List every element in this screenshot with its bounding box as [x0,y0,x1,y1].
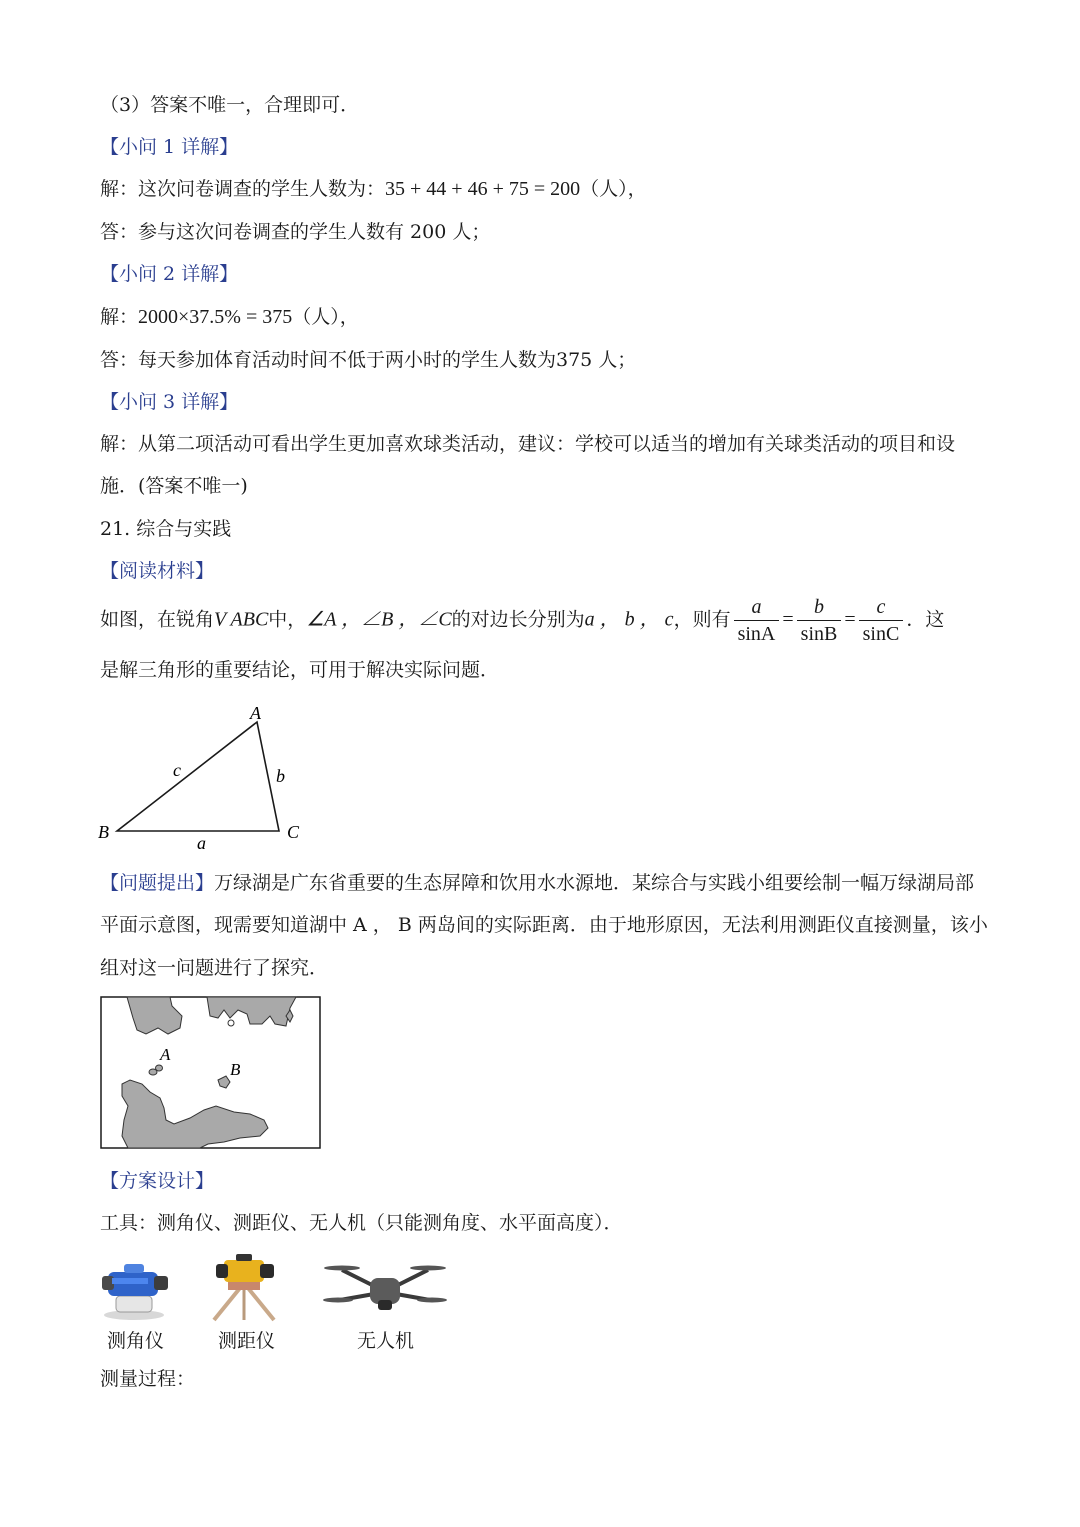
map-label-a: A [160,1045,171,1064]
line-law-conclusion: 是解三角形的重要结论，可用于解决实际问题． [100,659,500,681]
line-q2-solution [100,304,359,330]
denominator: sinA [737,623,776,645]
equals-sign: = [782,608,794,631]
fraction-a [734,594,780,647]
denominator: sinC [862,623,900,645]
angles: ∠A ，∠B ，∠C [306,608,452,631]
heading-q2: 【小问 2 详解】 [100,263,239,285]
text: 解： [100,306,139,328]
text: ，则有 [673,608,731,631]
text: （人）， [292,306,359,328]
heading-design: 【方案设计】 [100,1170,215,1192]
drone-icon [322,1256,448,1320]
problem-title: 21. 综合与实践 [100,518,232,540]
label-side-a: a [197,833,206,853]
line-problem-cont2: 组对这一问题进行了探究． [100,957,329,979]
line-problem-cont1: 平面示意图，现需要知道湖中 A ， B 两岛间的实际距离．由于地形原因，无法利用测距仪直接测量，该小 [100,914,988,936]
line-q2-answer: 答：每天参加体育活动时间不低于两小时的学生人数为375 人； [100,349,637,371]
equals-sign: = [844,608,856,631]
line-q3-solution: 解：从第二项活动可看出学生更加喜欢球类活动，建议：学校可以适当的增加有关球类活动的项目和设 [100,433,956,455]
numerator: c [859,594,904,621]
line-tools: 工具：测角仪、测距仪、无人机（只能测角度、水平面高度）． [100,1212,623,1234]
tool-label-theodolite: 测角仪 [107,1330,165,1352]
label-vertex-a: A [250,703,261,723]
denominator: sinB [800,623,838,645]
text: （人）， [580,178,647,200]
triangle-abc [117,722,279,831]
text: 万绿湖是广东省重要的生态屏障和饮用水水源地．某综合与实践小组要绘制一幅万绿湖局部 [214,872,975,894]
line-q1-answer: 答：参与这次问卷调查的学生人数有 200 人； [100,221,491,243]
triangle-diagram [95,700,320,855]
heading-reading: 【阅读材料】 [100,560,215,582]
triangle-symbol: V ABC [214,608,269,631]
heading-q3: 【小问 3 详解】 [100,391,239,413]
map-label-b: B [230,1060,241,1079]
text: ．这 [906,608,945,631]
tool-label-drone: 无人机 [357,1330,415,1352]
label-vertex-c: C [287,822,300,842]
label-side-c: c [173,760,181,780]
text: 中， [268,608,307,631]
sides: a ， b ， c [584,608,674,631]
heading-problem: 【问题提出】 [100,872,215,894]
rangefinder-icon [210,1252,280,1322]
math-expression: 35 + 44 + 46 + 75 = 200 [385,178,581,200]
math-expression: 2000×37.5% = 375 [138,306,293,328]
islet [228,1020,234,1026]
tool-label-rangefinder: 测距仪 [218,1330,276,1352]
line-problem-intro [100,870,974,896]
heading-q1: 【小问 1 详解】 [100,136,239,158]
text: 的对边长分别为 [451,608,585,631]
fraction-c [859,594,904,647]
line-q1-solution [100,176,647,202]
line-answer-note: （3）答案不唯一，合理即可． [100,94,360,116]
label-vertex-b: B [98,822,109,842]
line-law-of-sines [100,594,944,647]
text: 解：这次问卷调查的学生人数为： [100,178,386,200]
theodolite-icon [98,1258,172,1322]
numerator: a [734,594,780,621]
lake-map [100,996,322,1150]
island-a-2 [156,1065,163,1071]
text: 如图，在锐角 [100,608,215,631]
line-q3-solution-cont: 施．(答案不唯一) [100,475,248,497]
line-measure-process: 测量过程： [100,1368,196,1390]
label-side-b: b [276,766,285,786]
fraction-b [797,594,842,647]
numerator: b [797,594,842,621]
